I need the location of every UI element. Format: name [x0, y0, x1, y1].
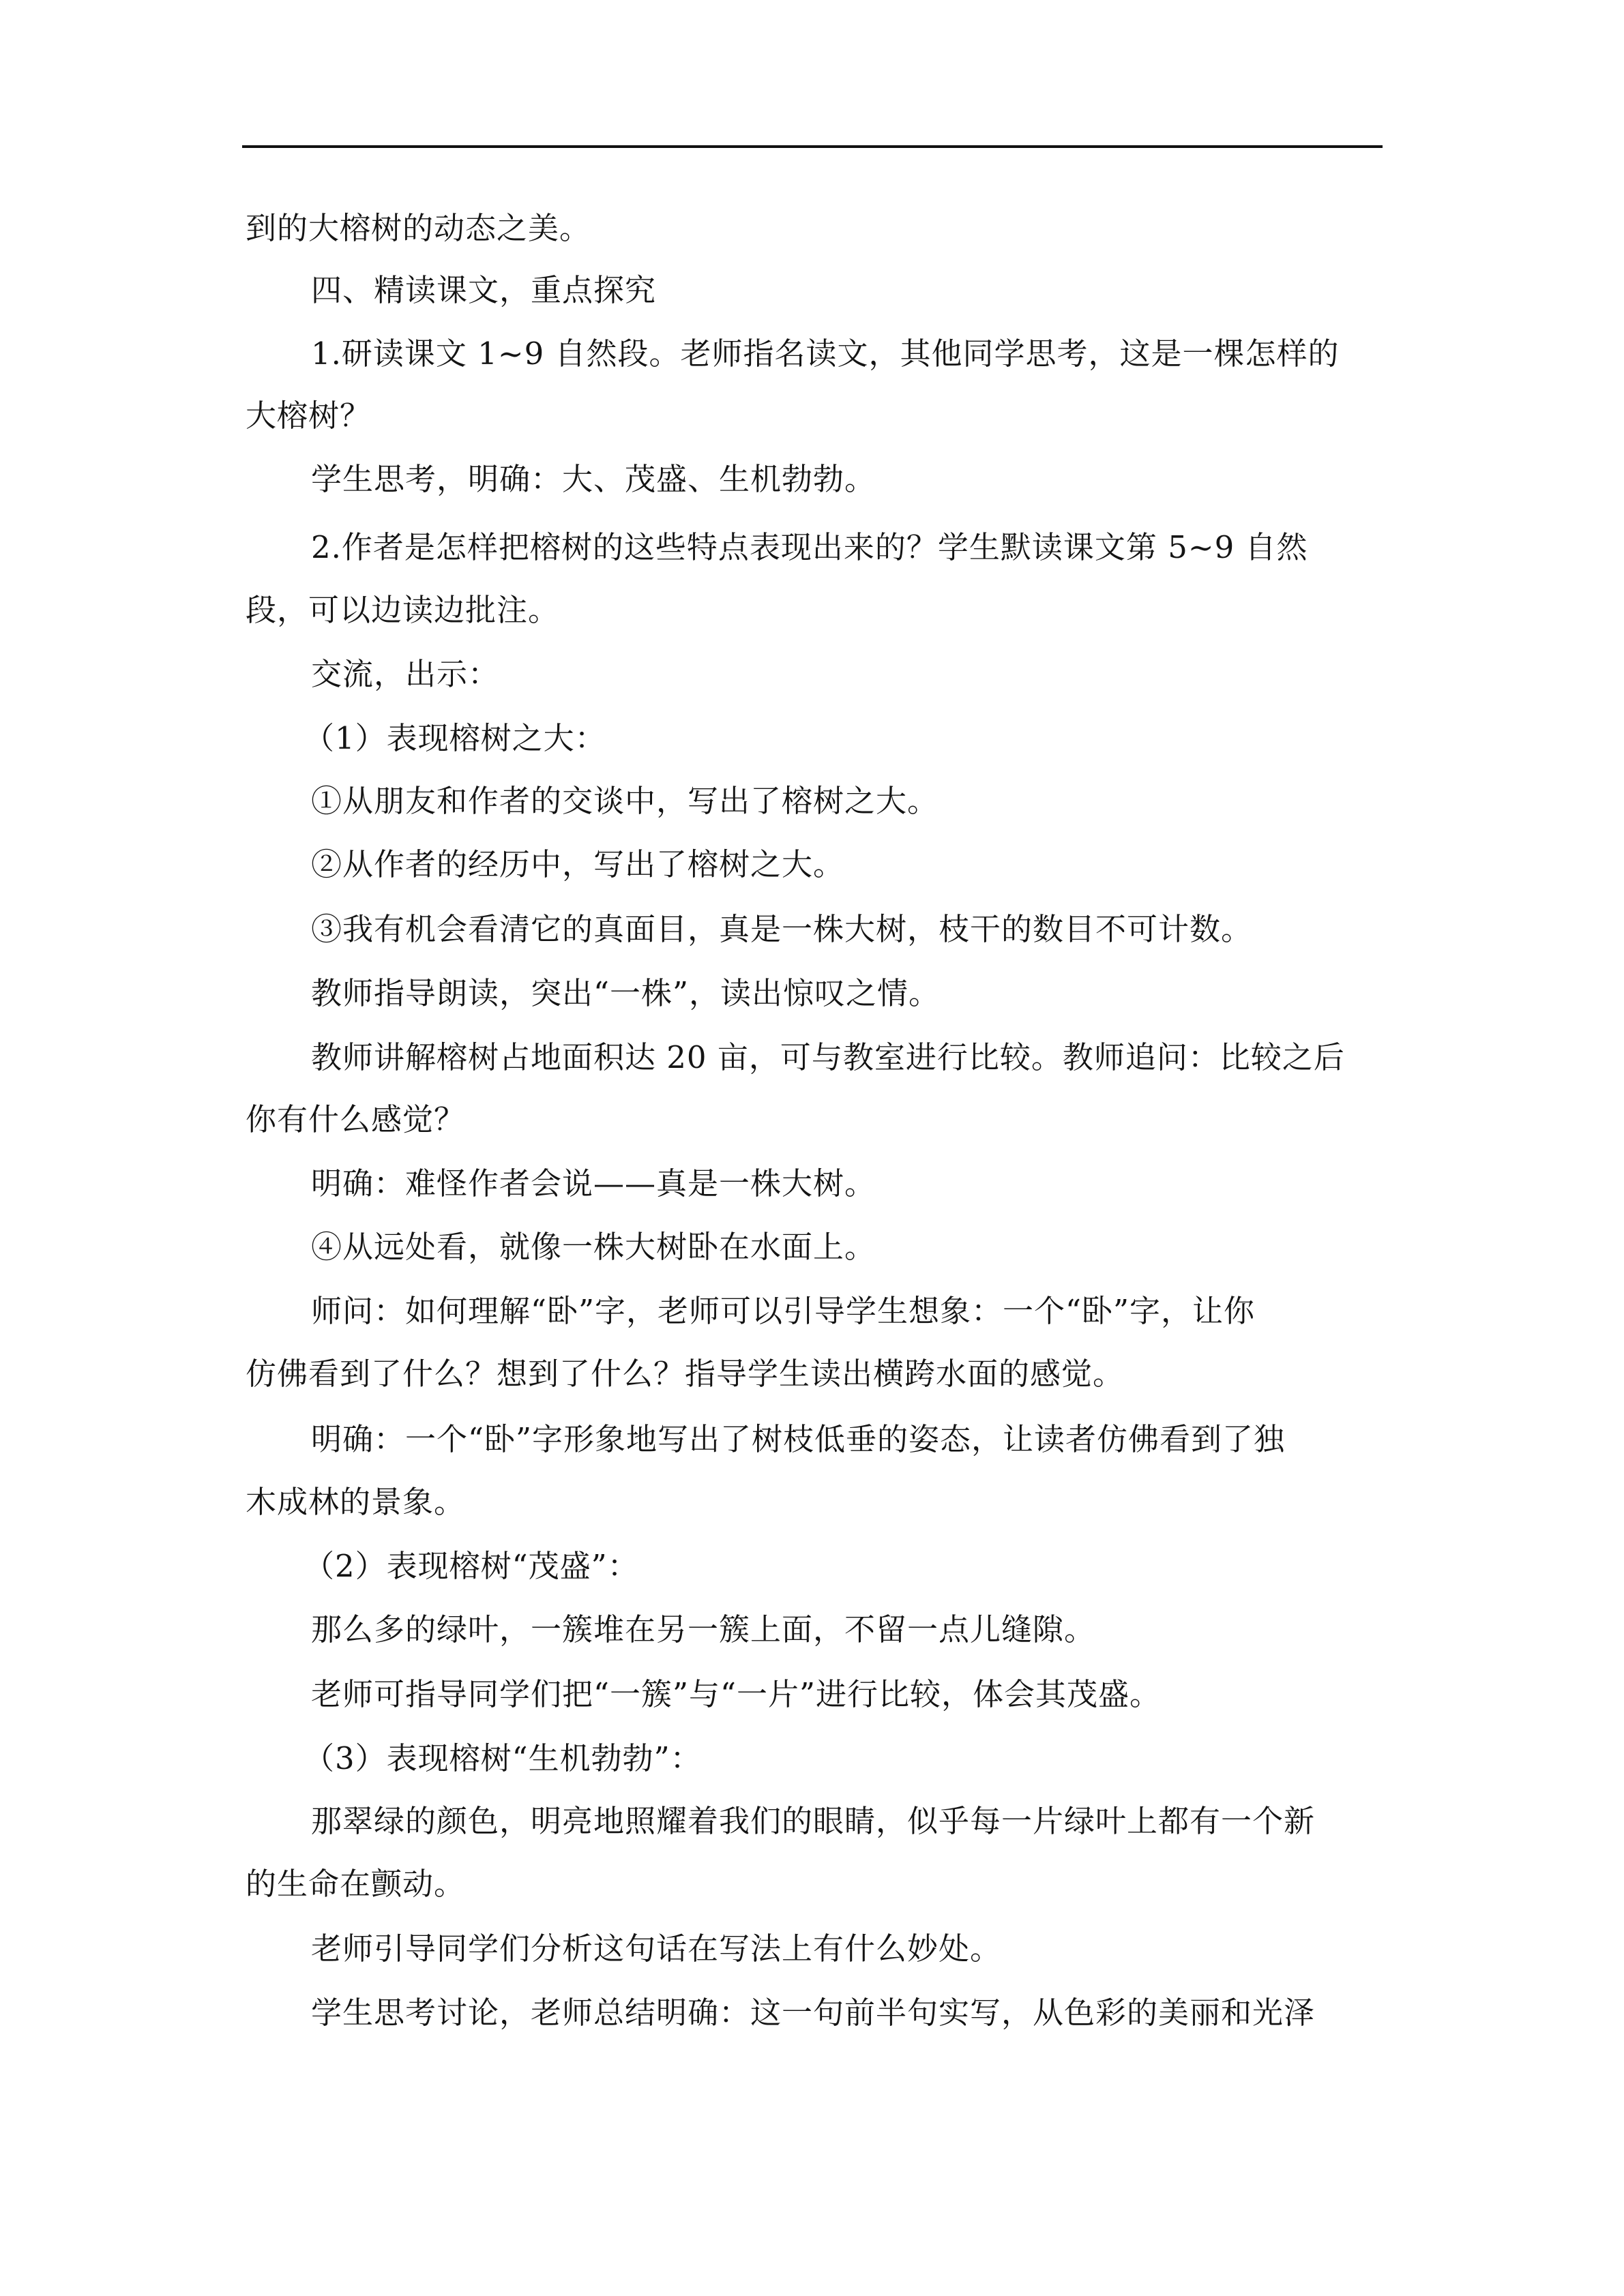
paragraph-line: ②从作者的经历中，写出了榕树之大。 — [311, 846, 845, 882]
paragraph-line: ③我有机会看清它的真面目，真是一株大树，枝干的数目不可计数。 — [311, 911, 1253, 947]
paragraph-line: ①从朋友和作者的交谈中，写出了榕树之大。 — [311, 783, 939, 819]
paragraph-line: 2.作者是怎样把榕树的这些特点表现出来的？学生默读课文第 5~9 自然 — [311, 529, 1308, 565]
paragraph-line: 师问：如何理解“卧”字，老师可以引导学生想象：一个“卧”字，让你 — [311, 1293, 1256, 1329]
paragraph-line: 老师可指导同学们把“一簇”与“一片”进行比较，体会其茂盛。 — [311, 1676, 1162, 1712]
paragraph-line: ④从远处看，就像一株大树卧在水面上。 — [311, 1229, 876, 1265]
paragraph-line: 学生思考，明确：大、茂盛、生机勃勃。 — [311, 461, 876, 497]
paragraph-line: 木成林的景象。 — [246, 1484, 466, 1520]
paragraph-line: 教师讲解榕树占地面积达 20 亩，可与教室进行比较。教师追问：比较之后 — [311, 1039, 1345, 1075]
paragraph-line: 那么多的绿叶，一簇堆在另一簇上面，不留一点儿缝隙。 — [311, 1611, 1096, 1648]
paragraph-line: 段，可以边读边批注。 — [246, 592, 560, 628]
paragraph-line: 教师指导朗读，突出“一株”，读出惊叹之情。 — [311, 975, 941, 1011]
paragraph-line: 的生命在颤动。 — [246, 1866, 466, 1902]
subheading: （2）表现榕树“茂盛”： — [304, 1548, 639, 1584]
header-rule — [242, 145, 1383, 148]
subheading: （1）表现榕树之大： — [304, 720, 606, 756]
paragraph-line: 交流，出示： — [311, 656, 500, 692]
paragraph-line: 1.研读课文 1~9 自然段。老师指名读文，其他同学思考，这是一棵怎样的 — [311, 336, 1340, 372]
paragraph-line: 那翠绿的颜色，明亮地照耀着我们的眼睛，似乎每一片绿叶上都有一个新 — [311, 1803, 1316, 1839]
paragraph-line: 学生思考讨论，老师总结明确：这一句前半句实写，从色彩的美丽和光泽 — [311, 1995, 1316, 2031]
paragraph-line: 明确：难怪作者会说——真是一株大树。 — [311, 1165, 876, 1202]
paragraph-line: 到的大榕树的动态之美。 — [246, 210, 591, 246]
paragraph-line: 老师引导同学们分析这句话在写法上有什么妙处。 — [311, 1930, 1002, 1967]
section-heading: 四、精读课文，重点探究 — [311, 272, 657, 308]
paragraph-line: 你有什么感觉？ — [246, 1101, 466, 1137]
paragraph-line: 明确：一个“卧”字形象地写出了树枝低垂的姿态，让读者仿佛看到了独 — [311, 1421, 1286, 1457]
paragraph-line: 仿佛看到了什么？想到了什么？指导学生读出横跨水面的感觉。 — [246, 1356, 1125, 1392]
subheading: （3）表现榕树“生机勃勃”： — [304, 1740, 702, 1776]
paragraph-line: 大榕树？ — [246, 398, 372, 434]
